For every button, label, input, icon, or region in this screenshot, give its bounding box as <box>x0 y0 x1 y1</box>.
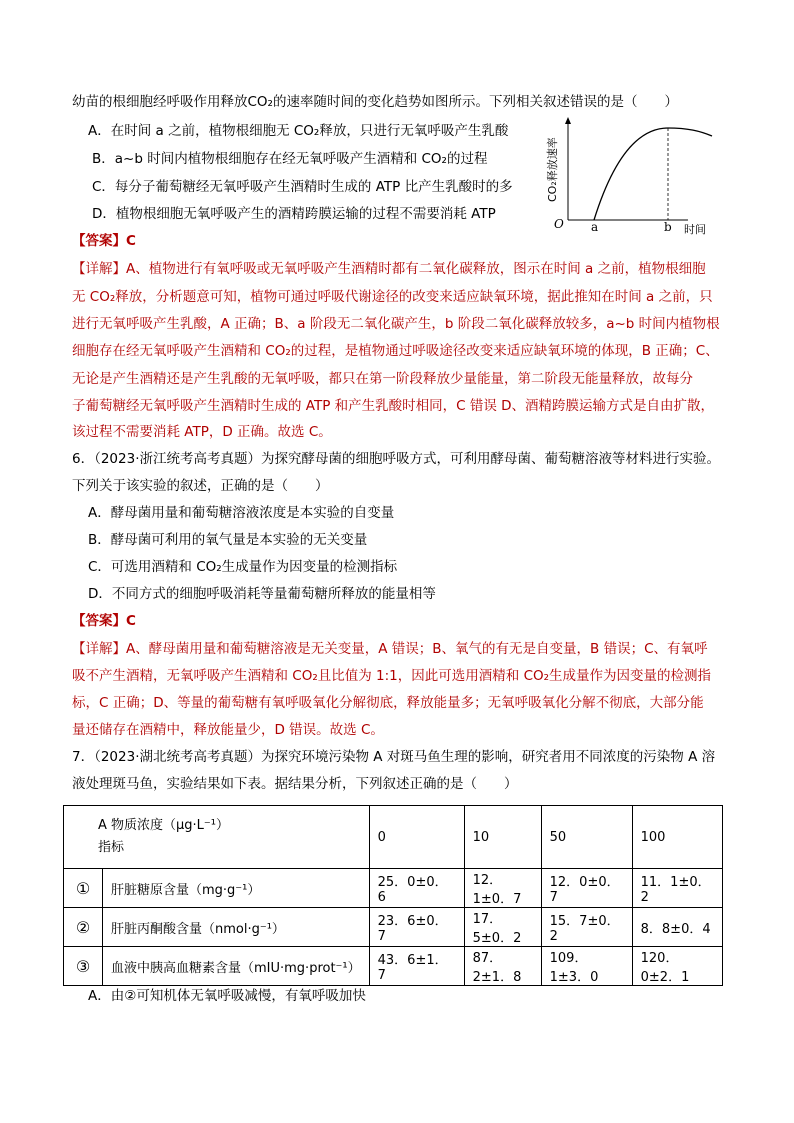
table-cell: 87．2±1．8 <box>464 947 541 986</box>
q5-explanation-line-2: 无 CO₂释放，分析题意可知，植物可通过呼吸代谢途径的改变来适应缺氧环境，据此推知在时间 a 之前，只 <box>72 289 713 305</box>
pollutant-results-table <box>63 805 723 986</box>
q5-option-a: A．在时间 a 之前，植物根细胞无 CO₂释放，只进行无氧呼吸产生乳酸 <box>88 123 509 139</box>
table-cell: 23．6±0．7 <box>369 908 464 947</box>
q5-answer: 【答案】C <box>72 233 136 249</box>
table-cell: 12．0±0．7 <box>541 869 632 908</box>
q5-option-d: D．植物根细胞无氧呼吸产生的酒精跨膜运输的过程不需要消耗 ATP <box>92 206 496 222</box>
row-label: 肝脏丙酮酸含量（nmol·g⁻¹） <box>103 908 370 947</box>
q6-stem-line-1: 6．（2023·浙江统考高考真题）为探究酵母菌的细胞呼吸方式，可利用酵母菌、葡萄糖溶液等材料进行实验。 <box>72 451 720 467</box>
q6-option-a: A．酵母菌用量和葡萄糖溶液浓度是本实验的自变量 <box>88 505 395 521</box>
origin-label: O <box>554 217 564 231</box>
q6-explanation-line-2: 吸不产生酒精，无氧呼吸产生酒精和 CO₂且比值为 1:1，因此可选用酒精和 CO₂生成量作为因变量的检测指 <box>72 668 712 684</box>
q5-explanation-line-7: 该过程不需要消耗 ATP，D 正确。故选 C。 <box>72 424 332 440</box>
table-cell: 11．1±0．2 <box>632 869 722 908</box>
y-axis-arrow <box>565 117 571 124</box>
table-cell: 25．0±0．6 <box>369 869 464 908</box>
co2-rate-chart <box>538 114 718 240</box>
y-axis-label: CO₂释放速率 <box>546 137 559 202</box>
table-cell: 109．1±3．0 <box>541 947 632 986</box>
q6-answer: 【答案】C <box>72 613 136 629</box>
column-header-100: 100 <box>632 806 722 869</box>
column-header-10: 10 <box>464 806 541 869</box>
q6-option-c: C．可选用酒精和 CO₂生成量作为因变量的检测指标 <box>88 559 398 575</box>
q6-explanation-line-1: 【详解】A、酵母菌用量和葡萄糖溶液是无关变量，A 错误；B、氧气的有无是自变量，B 错误；C、有氧呼 <box>72 641 708 657</box>
row-label: 肝脏糖原含量（mg·g⁻¹） <box>103 869 370 908</box>
q6-stem-line-2: 下列关于该实验的叙述，正确的是（ ） <box>72 478 329 494</box>
q6-explanation-line-3: 标，C 正确；D、等量的葡萄糖有氧呼吸氧化分解彻底，释放能量多；无氧呼吸氧化分解不彻底，大部分能 <box>72 695 704 711</box>
table-cell: 12．1±0．7 <box>464 869 541 908</box>
mark-a: a <box>591 220 599 234</box>
row-index: ③ <box>64 947 103 986</box>
x-axis-label: 时间 <box>684 223 706 236</box>
q5-stem: 幼苗的根细胞经呼吸作用释放CO₂的速率随时间的变化趋势如图所示。下列相关叙述错误的是（ ） <box>72 94 678 110</box>
q6-explanation-line-4: 量还储存在酒精中，释放能量少，D 错误。故选 C。 <box>72 722 384 738</box>
table-cell: 17．5±0．2 <box>464 908 541 947</box>
row-index: ① <box>64 869 103 908</box>
table-cell: 8．8±0．4 <box>632 908 722 947</box>
q5-explanation-line-3: 进行无氧呼吸产生乳酸，A 正确；B、a 阶段无二氧化碳产生，b 阶段二氧化碳释放较多，a~b 时间内植物根 <box>72 316 720 332</box>
header-concentration: A 物质浓度（μg·L⁻¹） <box>98 818 229 833</box>
q6-option-d: D．不同方式的细胞呼吸消耗等量葡萄糖所释放的能量相等 <box>88 586 436 602</box>
q7-option-a: A．由②可知机体无氧呼吸减慢，有氧呼吸加快 <box>88 988 366 1004</box>
q5-explanation-line-5: 无论是产生酒精还是产生乳酸的无氧呼吸，都只在第一阶段释放少量能量，第二阶段无能量释放，故每分 <box>72 371 693 387</box>
header-indicator: 指标 <box>98 840 125 855</box>
table-cell: 120．0±2．1 <box>632 947 722 986</box>
q7-stem-line-2: 液处理斑马鱼，实验结果如下表。据结果分析，下列叙述正确的是（ ） <box>72 776 518 792</box>
mark-b: b <box>664 220 672 234</box>
q7-stem-line-1: 7．（2023·湖北统考高考真题）为探究环境污染物 A 对斑马鱼生理的影响，研究者用不同浓度的污染物 A 溶 <box>72 749 716 765</box>
column-header-0: 0 <box>369 806 464 869</box>
q5-explanation-line-4: 细胞存在经无氧呼吸产生酒精和 CO₂的过程，是植物通过呼吸途径改变来适应缺氧环境的体现，B 正确；C、 <box>72 343 719 359</box>
table-header-label <box>64 806 370 869</box>
table-row <box>64 908 723 947</box>
table-cell: 43．6±1．7 <box>369 947 464 986</box>
column-header-50: 50 <box>541 806 632 869</box>
q5-option-c: C．每分子葡萄糖经无氧呼吸产生酒精时生成的 ATP 比产生乳酸时的多 <box>92 179 513 195</box>
table-header-row <box>64 806 723 869</box>
q6-option-b: B．酵母菌可利用的氧气量是本实验的无关变量 <box>88 532 368 548</box>
table-cell: 15．7±0．2 <box>541 908 632 947</box>
table-row <box>64 947 723 986</box>
table-row <box>64 869 723 908</box>
q5-explanation-line-1: 【详解】A、植物进行有氧呼吸或无氧呼吸产生酒精时都有二氧化碳释放，图示在时间 a 之前，植物根细胞 <box>72 261 706 277</box>
row-index: ② <box>64 908 103 947</box>
q5-option-b: B．a~b 时间内植物根细胞存在经无氧呼吸产生酒精和 CO₂的过程 <box>92 151 488 167</box>
q5-explanation-line-6: 子葡萄糖经无氧呼吸产生酒精时生成的 ATP 和产生乳酸时相同，C 错误 D、酒精跨膜运输方式是自由扩散， <box>72 398 715 414</box>
row-label: 血液中胰高血糖素含量（mIU·mg·prot⁻¹） <box>103 947 370 986</box>
rate-curve <box>594 128 712 220</box>
